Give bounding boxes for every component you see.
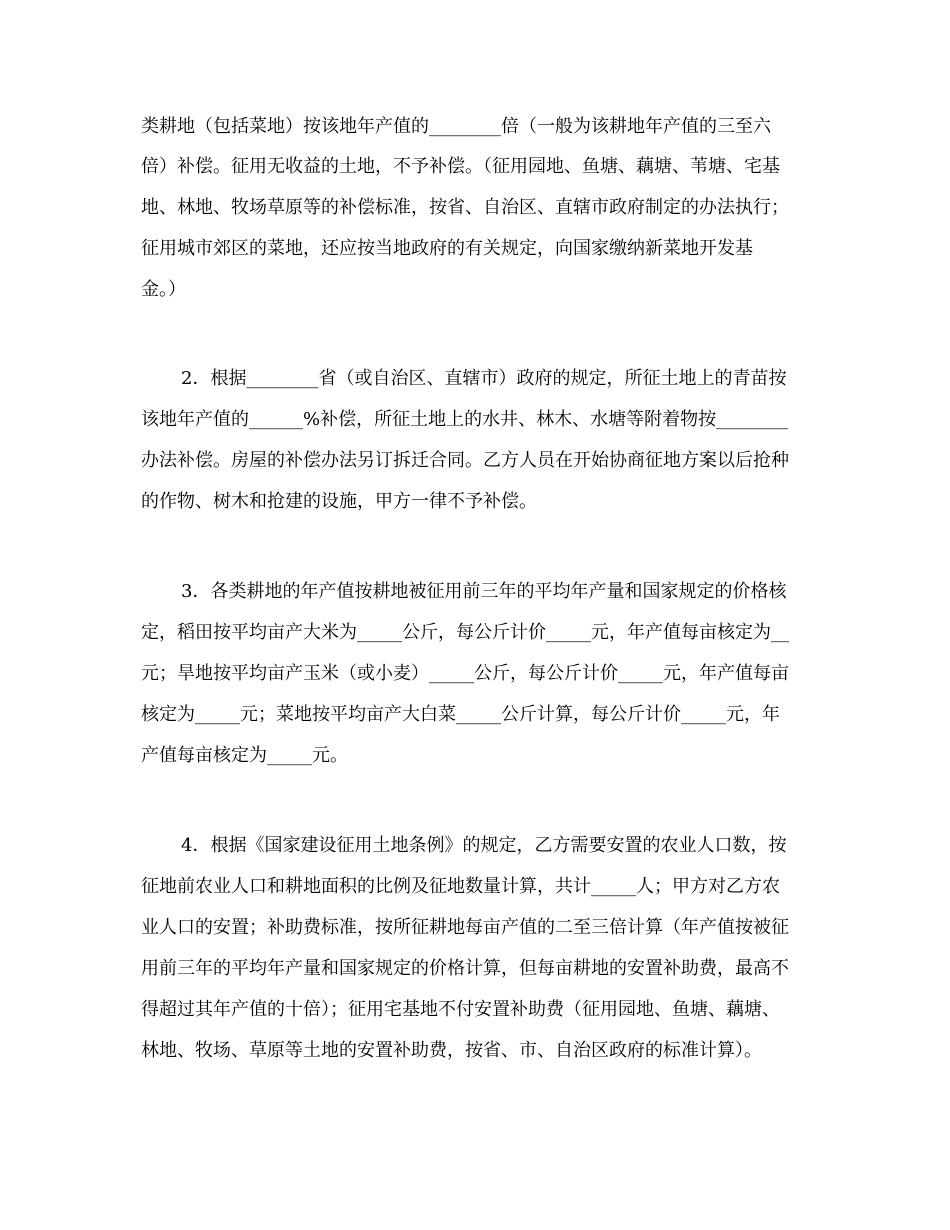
paragraph-line: 用前三年的平均年产量和国家规定的价格计算，但每亩耕地的安置补助费，最高不 xyxy=(141,958,789,979)
paragraph-line: 定，稻田按平均亩产大米为_____公斤，每公斤计价_____元，年产值每亩核定为__ xyxy=(141,622,789,643)
paragraph-line: 的作物、树木和抢建的设施，甲方一律不予补偿。 xyxy=(141,491,537,512)
paragraph-line: 核定为_____元；菜地按平均亩产大白菜_____公斤计算，每公斤计价_____元，年 xyxy=(141,704,780,725)
paragraph-line: 4．根据《国家建设征用土地条例》的规定，乙方需要安置的农业人口数，按 xyxy=(181,835,787,856)
paragraph-line: 业人口的安置；补助费标准，按所征耕地每亩产值的二至三倍计算（年产值按被征 xyxy=(141,917,789,938)
paragraph-line: 该地年产值的______%补偿，所征土地上的水井、林木、水塘等附着物按________ xyxy=(141,409,789,430)
paragraph-line: 元；旱地按平均亩产玉米（或小麦）_____公斤，每公斤计价_____元，年产值每亩 xyxy=(141,663,789,684)
paragraph-line: 得超过其年产值的十倍）；征用宅基地不付安置补助费（征用园地、鱼塘、藕塘、 xyxy=(141,999,780,1020)
paragraph-line: 办法补偿。房屋的补偿办法另订拆迁合同。乙方人员在开始协商征地方案以后抢种 xyxy=(141,450,789,471)
paragraph-line: 类耕地（包括菜地）按该地年产值的________倍（一般为该耕地年产值的三至六 xyxy=(141,116,771,137)
paragraph-line: 2．根据________省（或自治区、直辖市）政府的规定，所征土地上的青苗按 xyxy=(181,368,787,389)
paragraph-line: 3．各类耕地的年产值按耕地被征用前三年的平均年产量和国家规定的价格核 xyxy=(181,581,787,602)
paragraph-line: 征用城市郊区的菜地，还应按当地政府的有关规定，向国家缴纳新菜地开发基 xyxy=(141,238,753,259)
paragraph-line: 地、林地、牧场草原等的补偿标准，按省、自治区、直辖市政府制定的办法执行； xyxy=(141,197,789,218)
paragraph-line: 林地、牧场、草原等土地的安置补助费，按省、市、自治区政府的标准计算）。 xyxy=(141,1040,762,1061)
paragraph-line: 产值每亩核定为_____元。 xyxy=(141,745,348,766)
paragraph-line: 征地前农业人口和耕地面积的比例及征地数量计算，共计_____人；甲方对乙方农 xyxy=(141,876,780,897)
paragraph-line: 金。） xyxy=(141,279,186,300)
paragraph-line: 倍）补偿。征用无收益的土地，不予补偿。（征用园地、鱼塘、藕塘、苇塘、宅基 xyxy=(141,156,780,177)
